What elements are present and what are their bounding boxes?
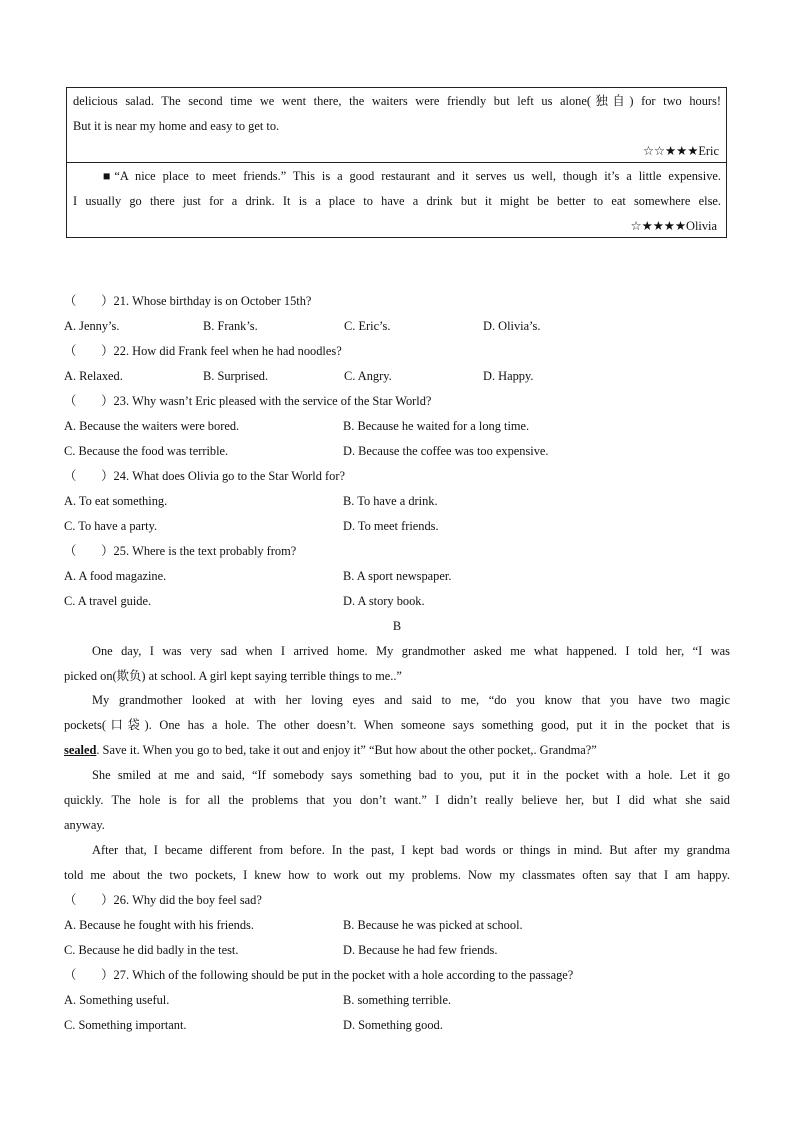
passage-paragraph-3 (64, 767, 730, 833)
olivia-rating: ☆★★★★Olivia (630, 219, 717, 233)
option-25-d: D. A story book. (343, 594, 425, 608)
option-23-a: A. Because the waiters were bored. (64, 419, 240, 433)
reviews-box (66, 87, 727, 238)
olivia-review-line-2: I usually go there just for a drink. It is a place to have a drink but it might be better to eat somewhere else. (73, 194, 721, 208)
option-21-b: B. Frank’s. (203, 319, 258, 333)
passage-p3-line-1: She smiled at me and said, “If somebody says something bad to you, put it in the pocket with a hole. Let it go (92, 768, 730, 782)
question-24: （ ）24. What does Olivia go to the Star World for? (64, 469, 345, 483)
option-21-d: D. Olivia’s. (483, 319, 541, 333)
option-27-c: C. Something important. (64, 1018, 187, 1032)
option-21-a: A. Jenny’s. (64, 319, 120, 333)
eric-review-line-2: But it is near my home and easy to get to. (73, 119, 280, 133)
option-23-d: D. Because the coffee was too expensive. (343, 444, 549, 458)
sealed-word: sealed (64, 743, 97, 757)
passage-p2-line-3 (64, 742, 730, 758)
eric-review-line-1: delicious salad. The second time we went there, the waiters were friendly but left us alone(独自) for two hours! (73, 94, 721, 108)
option-25-c: C. A travel guide. (64, 594, 152, 608)
option-24-d: D. To meet friends. (343, 519, 439, 533)
question-25: （ ）25. Where is the text probably from? (64, 544, 297, 558)
option-26-c: C. Because he did badly in the test. (64, 943, 239, 957)
option-23-c: C. Because the food was terrible. (64, 444, 229, 458)
passage-p2-line-1: My grandmother looked at with her loving eyes and said to me, “do you know that you have two magic (92, 693, 730, 707)
option-24-c: C. To have a party. (64, 519, 158, 533)
question-22: （ ）22. How did Frank feel when he had noodles? (64, 344, 342, 358)
passage-p4-line-1: After that, I became different from before. In the past, I kept bad words or things in mind. But after my grandma (92, 843, 730, 857)
option-22-d: D. Happy. (483, 369, 534, 383)
question-21: （ ）21. Whose birthday is on October 15th? (64, 294, 312, 308)
option-24-a: A. To eat something. (64, 494, 168, 508)
question-27: （ ）27. Which of the following should be put in the pocket with a hole according to the passage? (64, 968, 574, 982)
option-21-c: C. Eric’s. (344, 319, 391, 333)
passage-p4-line-2: told me about the two pockets, I knew how to work out my problems. Now my classmates often say that I am happy. (64, 868, 730, 882)
option-22-c: C. Angry. (344, 369, 392, 383)
passage-paragraph-4 (64, 842, 730, 883)
option-26-a: A. Because he fought with his friends. (64, 918, 254, 932)
passage-p1-line-1: One day, I was very sad when I arrived home. My grandmother asked me what happened. I told her, “I was (92, 644, 730, 658)
eric-rating: ☆☆★★★Eric (642, 144, 719, 158)
option-22-b: B. Surprised. (203, 369, 269, 383)
passage-p2-line-3-rest: . Save it. When you go to bed, take it out and enjoy it” “But how about the other pocket,. Grandma?” (96, 743, 597, 757)
question-26: （ ）26. Why did the boy feel sad? (64, 893, 262, 907)
passage-p3-line-2: quickly. The hole is for all the problems that you don’t want.” I didn’t really believe her, but I did what she said (64, 793, 730, 807)
option-26-b: B. Because he was picked at school. (343, 918, 523, 932)
passage-p2-line-2: pockets(口袋). One has a hole. The other doesn’t. When someone says something good, put it in the pocket that is (64, 718, 730, 732)
option-22-a: A. Relaxed. (64, 369, 123, 383)
question-23: （ ）23. Why wasn’t Eric pleased with the service of the Star World? (64, 394, 432, 408)
passage-paragraph-2 (64, 692, 730, 758)
option-27-a: A. Something useful. (64, 993, 170, 1007)
option-23-b: B. Because he waited for a long time. (343, 419, 530, 433)
olivia-review-line-1: ■“A nice place to meet friends.” This is a good restaurant and it serves us well, though it’s a little expensive. (103, 169, 721, 183)
option-25-b: B. A sport newspaper. (343, 569, 452, 583)
section-b-heading: B (392, 619, 402, 633)
passage-paragraph-1 (64, 643, 730, 684)
passage-p3-line-3: anyway. (64, 818, 105, 832)
option-25-a: A. A food magazine. (64, 569, 167, 583)
option-26-d: D. Because he had few friends. (343, 943, 498, 957)
option-24-b: B. To have a drink. (343, 494, 438, 508)
review-divider (67, 162, 726, 163)
option-27-b: B. something terrible. (343, 993, 452, 1007)
option-27-d: D. Something good. (343, 1018, 443, 1032)
passage-p1-line-2: picked on(欺负) at school. A girl kept saying terrible things to me..” (64, 669, 402, 683)
